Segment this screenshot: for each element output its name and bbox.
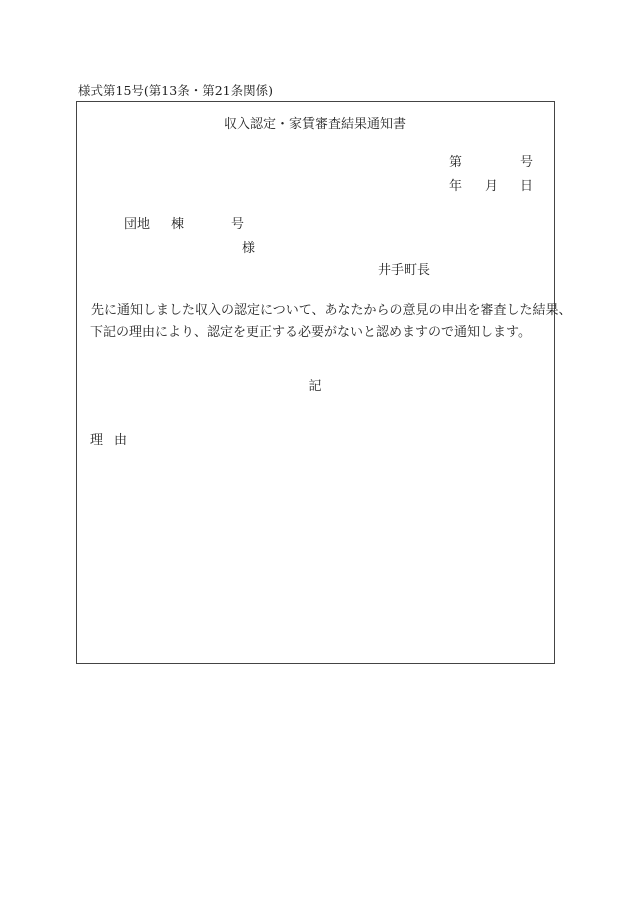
body-line-2: 下記の理由により、認定を更正する必要がないと認めますので通知します。 — [90, 325, 531, 340]
form-number: 様式第15号(第13条・第21条関係) — [78, 83, 273, 98]
doc-number-prefix: 第 — [449, 155, 463, 170]
body-line-1: 先に通知しました収入の認定について、あなたからの意見の申出を審査した結果、 — [91, 303, 572, 318]
doc-number-suffix: 号 — [520, 155, 534, 170]
honorific-sama: 様 — [242, 241, 256, 256]
date-month-label: 月 — [485, 179, 499, 194]
room-number-label: 号 — [231, 217, 245, 232]
ki-heading: 記 — [308, 379, 322, 394]
date-year-label: 年 — [449, 179, 463, 194]
document-title: 収入認定・家賃審査結果通知書 — [223, 117, 406, 132]
tou-label: 棟 — [171, 217, 185, 232]
reason-label: 理由 — [90, 433, 139, 448]
issuer-name: 井手町長 — [378, 263, 431, 278]
danchi-label: 団地 — [124, 217, 151, 232]
date-day-label: 日 — [520, 179, 534, 194]
